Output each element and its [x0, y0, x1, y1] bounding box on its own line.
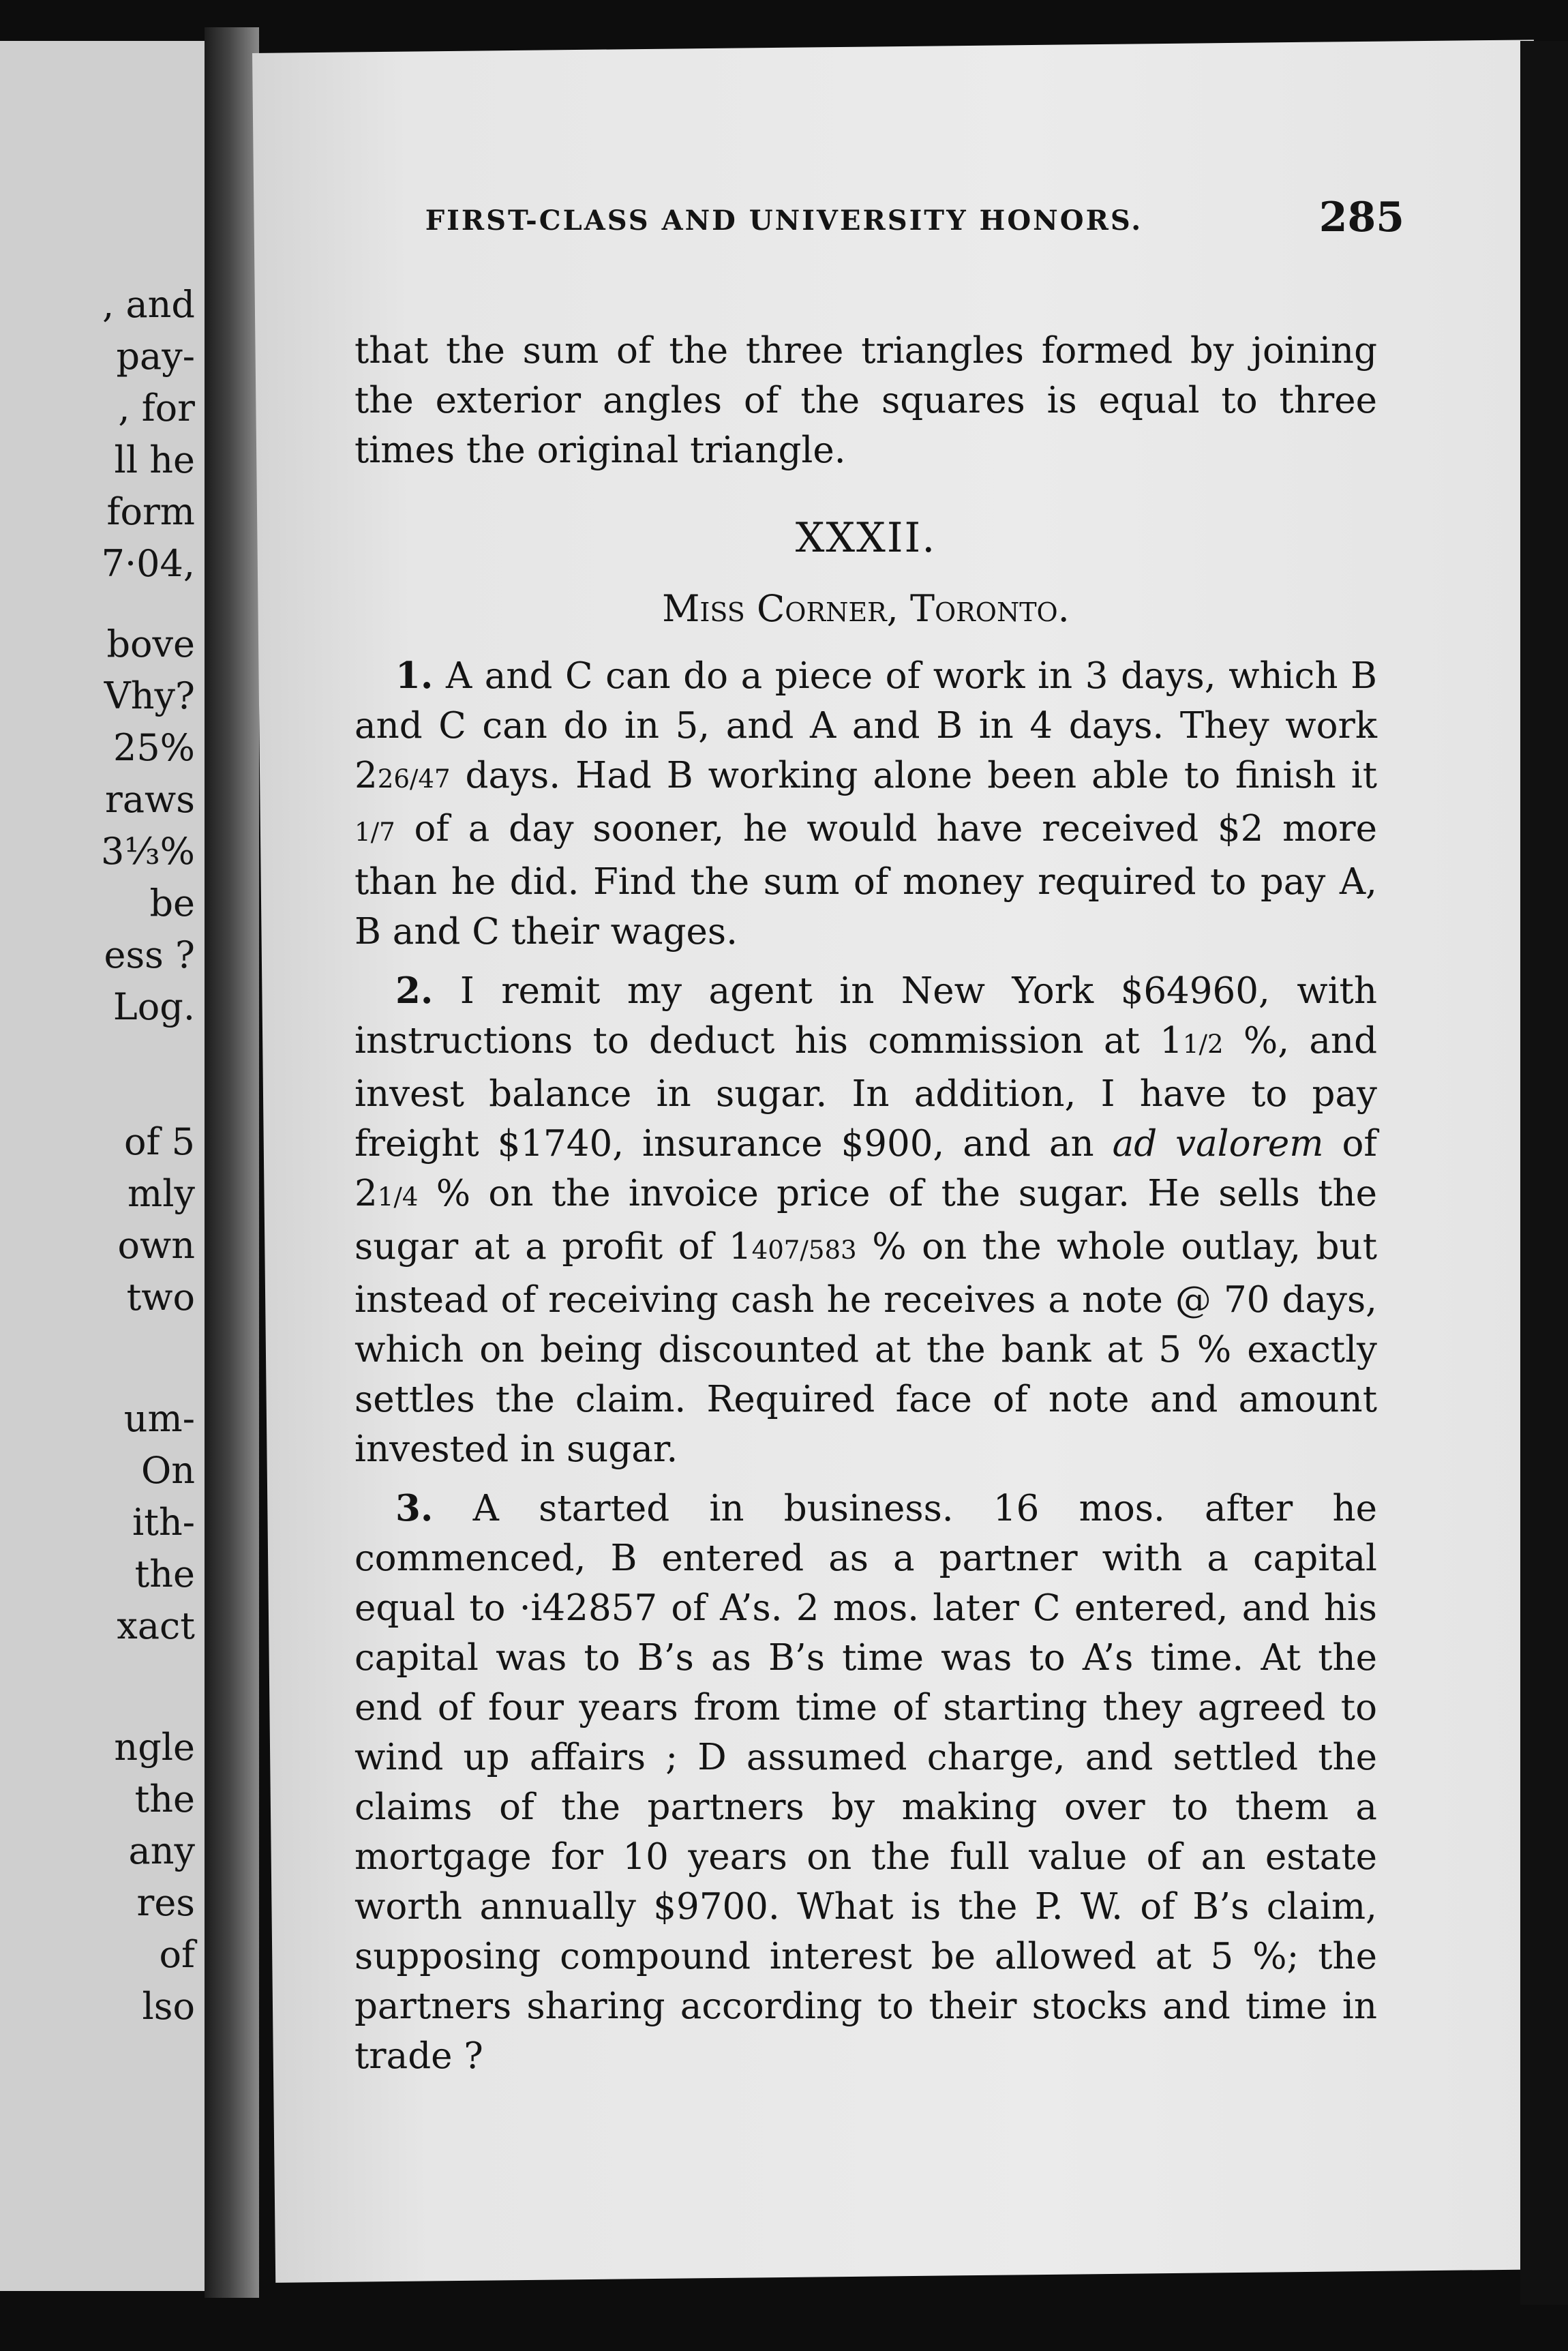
problem-2 [355, 966, 1377, 1474]
left-fragment: ith- [132, 1501, 195, 1544]
continuation-paragraph: that the sum of the three triangles formed by joining the exterior angles of the squares is equal to three times the original triangle. [355, 330, 1377, 471]
left-fragment: On [140, 1449, 195, 1492]
fraction: 26/47 [377, 764, 451, 794]
left-fragment: 25% [112, 726, 195, 769]
problem-text: I remit my agent in New York $64960, with instructions to deduct his commission at 1 [355, 970, 1377, 1062]
left-facing-page [0, 41, 210, 2291]
page-body [355, 326, 1377, 2091]
left-fragment: Vhy? [104, 674, 195, 717]
left-fragment: be [149, 882, 195, 925]
left-fragment: ngle [114, 1726, 195, 1769]
left-fragment: 3⅓% [100, 830, 195, 873]
problem-text: A started in business. 16 mos. after he commenced, B entered as a partner with a capital equal to ·i42857 of A’s. 2 mos. later C entered, and his capital was to B’s as B’s time was to A’s time. At the end of four years from time of starting they agreed to wind up affairs ; D assumed charge, and settled the claims of the partners by making over to them a mortgage for 10 years on the full value of an estate worth annually $9700. What is the P. W. of B’s claim, supposing compound interest be allowed at 5 %; the partners sharing according to their stocks and time in trade ? [355, 1488, 1377, 2077]
problem-number: 2. [395, 970, 434, 1012]
left-fragment: the [134, 1778, 195, 1821]
fraction: 407/583 [751, 1236, 857, 1265]
left-fragment: lso [142, 1985, 195, 2028]
book-gutter [205, 27, 259, 2298]
section-author: Miss Corner, Toronto. [662, 587, 1070, 630]
left-fragment: xact [117, 1604, 195, 1647]
problem-number: 1. [395, 655, 434, 697]
fraction: 1/7 [355, 818, 395, 847]
problem-text: of a day sooner, he would have received $2 more than he did. Find the sum of money required to pay A, B and C their wages. [355, 808, 1377, 953]
left-fragment: pay- [116, 335, 195, 378]
problem-text: % on the whole outlay, but instead of receiving cash he receives a note @ 70 days, which on being discounted at the bank at 5 % exactly settles the claim. Required face of note and amount invested in sugar. [355, 1226, 1377, 1470]
fraction: 1/4 [377, 1182, 419, 1212]
problem-number: 3. [395, 1487, 434, 1529]
running-head: FIRST-CLASS AND UNIVERSITY HONORS. [425, 205, 1143, 237]
problem-3 [355, 1484, 1377, 2081]
left-fragment: two [126, 1276, 195, 1319]
left-fragment: form [106, 490, 195, 533]
left-fragment: own [117, 1224, 195, 1267]
problem-text: %, and invest balance in sugar. In addition, I have to pay freight $1740, insurance $900, and an [355, 1020, 1377, 1165]
left-fragment: mly [127, 1172, 195, 1215]
left-fragment: 7·04, [101, 542, 195, 585]
left-fragment: , and [102, 283, 195, 326]
left-fragment: ess ? [104, 933, 195, 976]
section-numeral: XXXII. [795, 514, 937, 562]
scan-edge [1520, 41, 1568, 2305]
left-fragment: Log. [112, 985, 195, 1028]
left-fragment: , for [118, 387, 195, 430]
left-fragment: um- [123, 1397, 195, 1440]
left-fragment: ll he [114, 438, 195, 481]
left-fragment: of [159, 1933, 195, 1976]
page-number: 285 [1318, 194, 1404, 241]
left-fragment: any [128, 1829, 195, 1872]
left-fragment: the [134, 1553, 195, 1596]
problem-text: of 2 [355, 1123, 1378, 1214]
fraction: 1/2 [1182, 1030, 1224, 1059]
left-fragment: res [136, 1881, 195, 1924]
problem-text: % on the invoice price of the sugar. He sells the sugar at a profit of 1 [355, 1173, 1377, 1268]
problem-text: A and C can do a piece of work in 3 days, which B and C can do in 5, and A and B in 4 days. They work 2 [355, 655, 1377, 796]
italic-term: ad valorem [1112, 1123, 1324, 1165]
problem-text: days. Had B working alone been able to finish it [450, 755, 1377, 796]
left-fragment: raws [105, 778, 195, 821]
left-fragment: of 5 [123, 1120, 195, 1163]
left-fragment: bove [106, 623, 195, 665]
problem-1 [355, 651, 1377, 957]
